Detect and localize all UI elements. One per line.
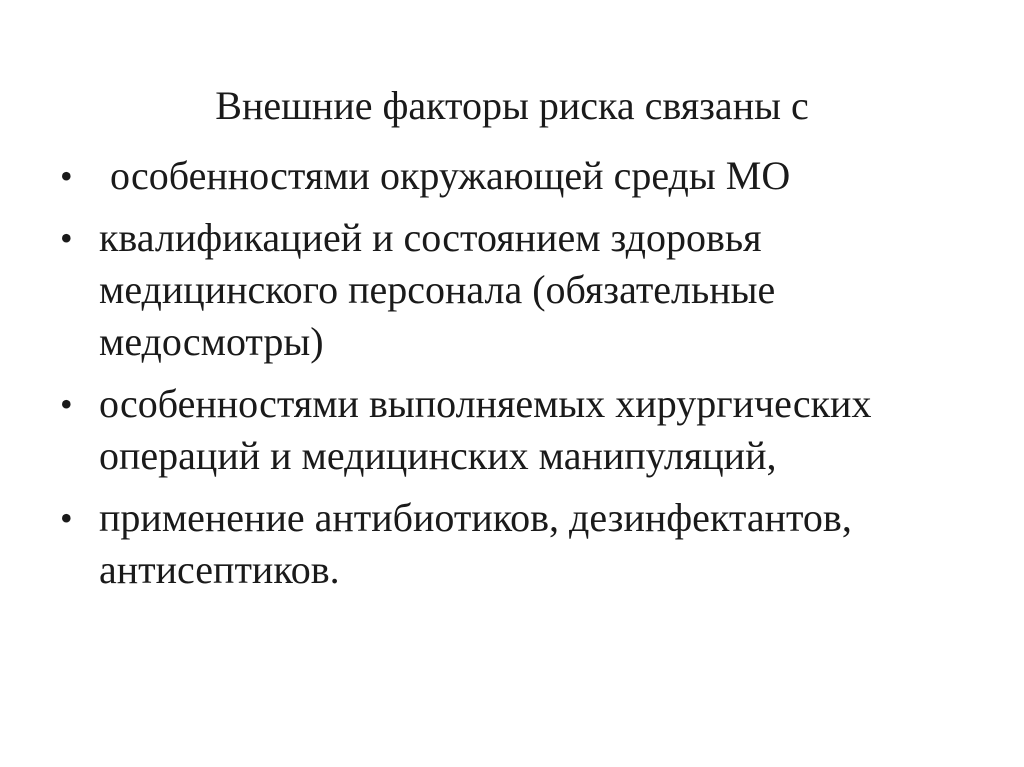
bullet-item xyxy=(0,492,1024,596)
bullet-text: квалификацией и состоянием здоровья медицинского персонала (обязательные медосмотры) xyxy=(99,215,776,364)
bullet-icon: • xyxy=(60,156,73,196)
bullet-item xyxy=(0,212,1024,368)
bullet-text: особенностями окружающей среды МО xyxy=(110,153,791,198)
bullet-text: применение антибиотиков, дезинфектантов, антисептиков. xyxy=(99,495,852,592)
bullet-icon: • xyxy=(60,498,73,538)
bullet-icon: • xyxy=(60,384,73,424)
bullet-text: особенностями выполняемых хирургических операций и медицинских манипуляций, xyxy=(99,381,872,478)
bullet-item xyxy=(0,378,1024,482)
bullet-icon: • xyxy=(60,218,73,258)
slide-heading: Внешние факторы риска связаны с xyxy=(215,83,809,128)
bullet-list xyxy=(0,150,1024,606)
bullet-item xyxy=(0,150,1024,202)
